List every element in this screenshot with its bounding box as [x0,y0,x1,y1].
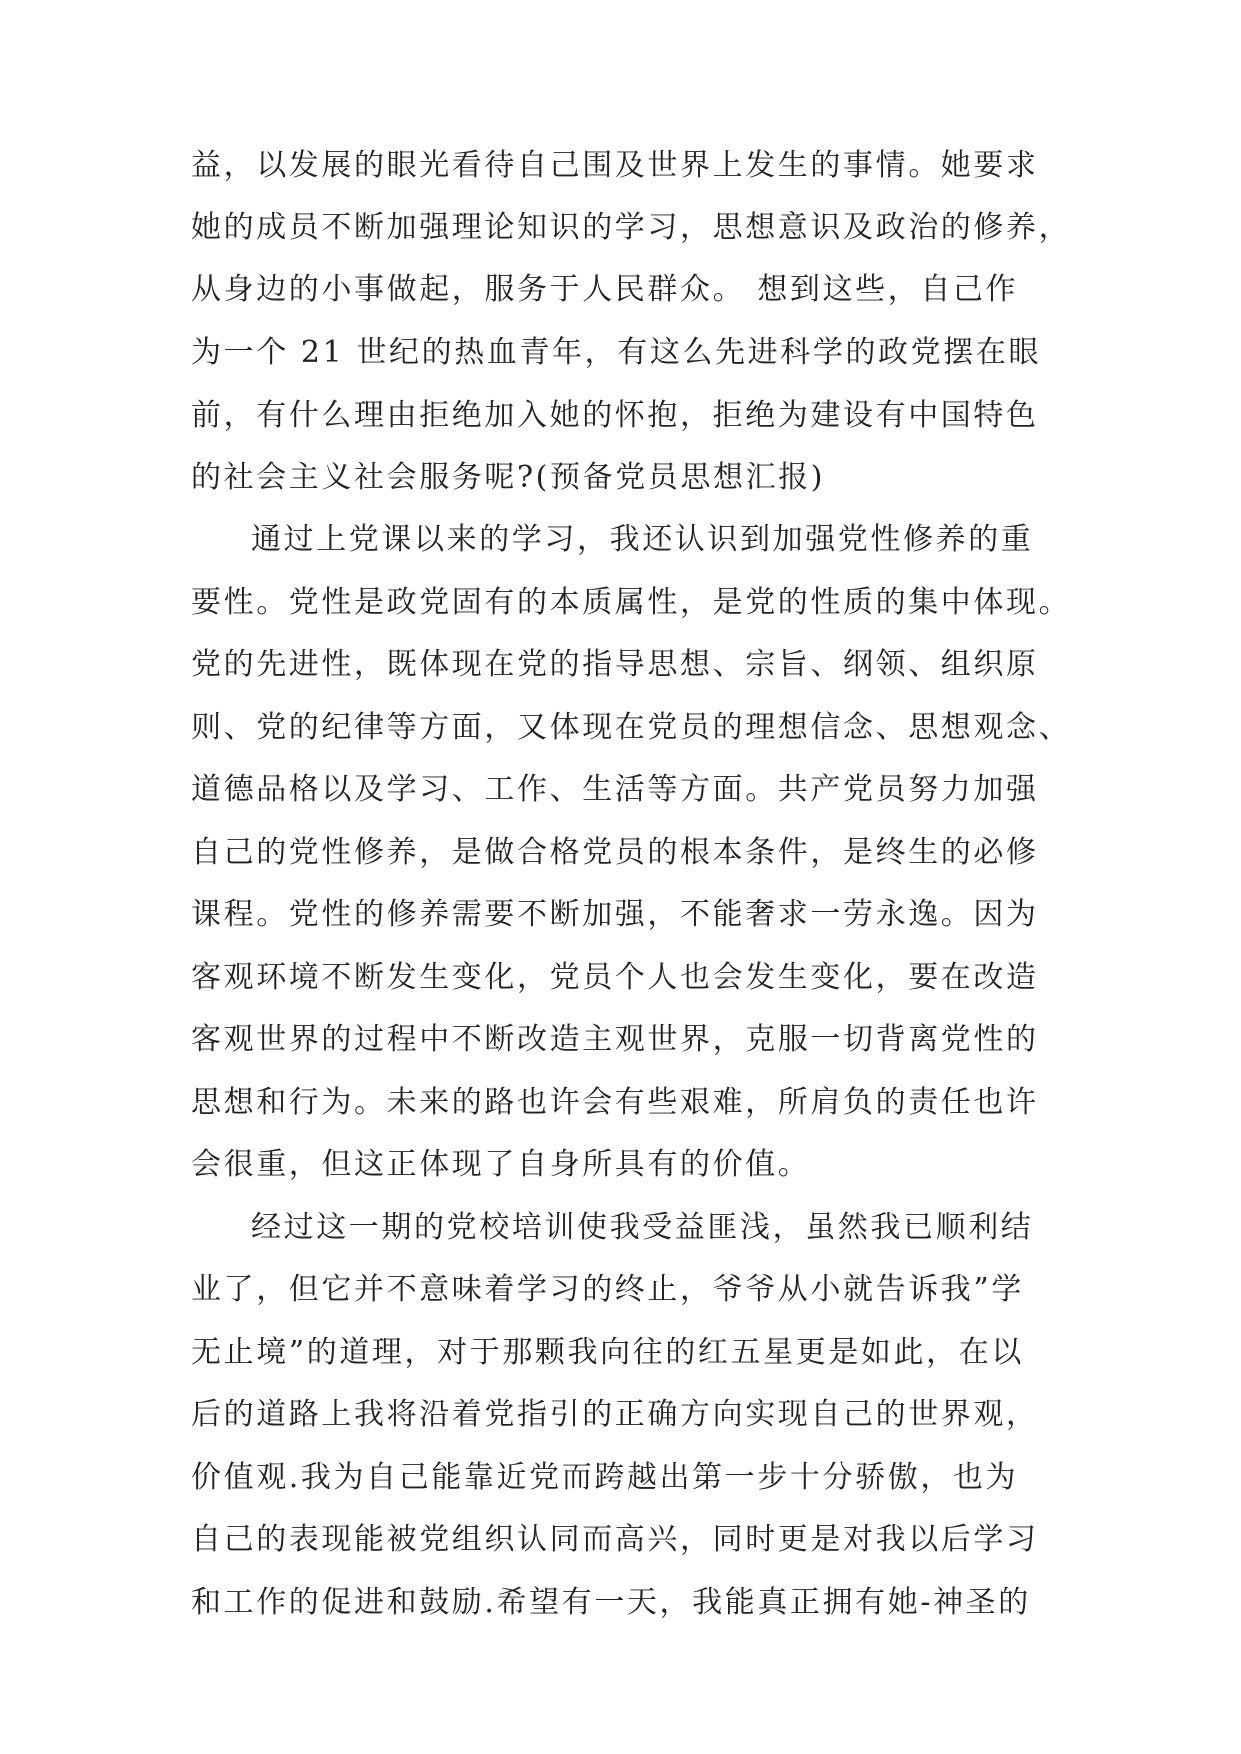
text-line: 业了，但它并不意味着学习的终止，爷爷从小就告诉我”学 [191,1272,1024,1307]
paragraph-first-line: 通过上党课以来的学习，我还认识到加强党性修养的重 [251,522,1034,557]
text-line: 前，有什么理由拒绝加入她的怀抱，拒绝为建设有中国特色 [191,398,1039,433]
text-line: 的社会主义社会服务呢?(预备党员思想汇报) [191,460,826,495]
text-line: 自己的党性修养，是做合格党员的根本条件，是终生的必修 [191,835,1039,870]
text-line: 自己的表现能被党组织认同而高兴，同时更是对我以后学习 [191,1522,1039,1557]
text-line: 思想和行为。未来的路也许会有些艰难，所肩负的责任也许 [191,1085,1039,1120]
text-line: 则、党的纪律等方面，又体现在党员的理想信念、思想观念、 [191,710,1072,745]
text-line: 客观世界的过程中不断改造主观世界，克服一切背离党性的 [191,1022,1039,1057]
text-line: 和工作的促进和鼓励.希望有一天，我能真正拥有她-神圣的 [191,1585,1031,1620]
text-line: 无止境”的道理，对于那颗我向往的红五星更是如此，在以 [191,1335,1024,1370]
text-line: 道德品格以及学习、工作、生活等方面。共产党员努力加强 [191,772,1039,807]
text-line: 价值观.我为自己能靠近党而跨越出第一步十分骄傲，也为 [191,1460,1019,1495]
text-line: 益，以发展的眼光看待自己围及世界上发生的事情。她要求 [191,148,1039,183]
text-line: 课程。党性的修养需要不断加强，不能奢求一劳永逸。因为 [191,897,1039,932]
text-line: 客观环境不断发生变化，党员个人也会发生变化，要在改造 [191,960,1039,995]
text-line: 党的先进性，既体现在党的指导思想、宗旨、纲领、组织原 [191,647,1039,682]
paragraph-first-line: 经过这一期的党校培训使我受益匪浅，虽然我已顺利结 [251,1210,1034,1245]
text-line: 会很重，但这正体现了自身所具有的价值。 [191,1147,811,1182]
text-line: 为一个 21 世纪的热血青年，有这么先进科学的政党摆在眼 [191,335,1042,370]
text-line: 后的道路上我将沿着党指引的正确方向实现自己的世界观， [191,1397,1039,1432]
text-line: 要性。党性是政党固有的本质属性，是党的性质的集中体现。 [191,585,1072,620]
text-line: 她的成员不断加强理论知识的学习，思想意识及政治的修养， [191,210,1072,245]
text-line: 从身边的小事做起，服务于人民群众。 想到这些，自己作 [191,272,1019,307]
